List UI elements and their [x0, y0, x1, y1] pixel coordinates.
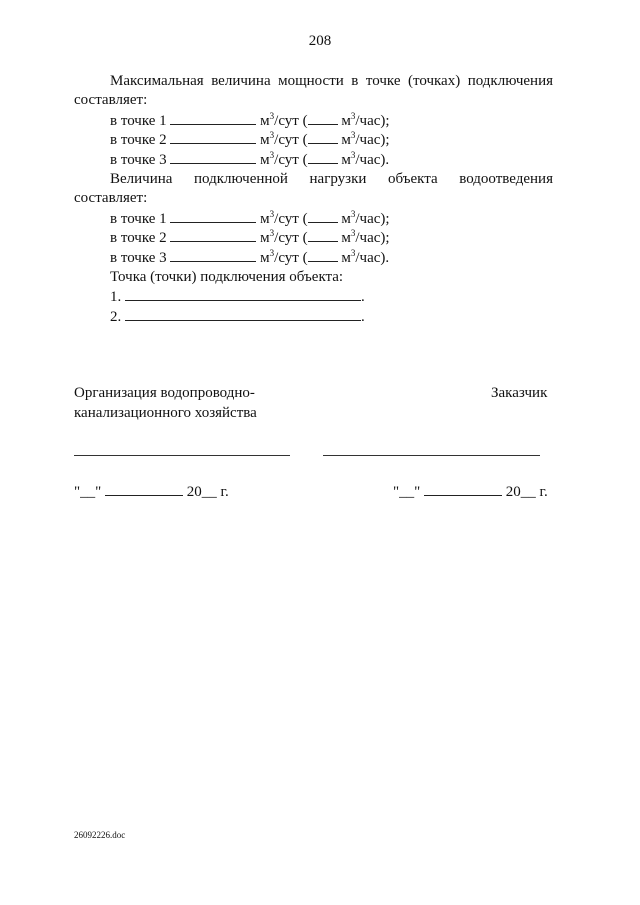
point-label: в точке 1: [110, 211, 167, 227]
value-blank: [170, 130, 256, 144]
unit-day: $м^3$/сут (: [260, 150, 308, 168]
date-day: "__": [393, 484, 421, 500]
load-word: подключенной: [194, 171, 288, 187]
power-point-1: [110, 111, 390, 130]
unit-day: $м^3$/сут (: [260, 248, 308, 266]
date-month-blank: [424, 482, 502, 496]
date-year: 20__ г.: [186, 484, 229, 500]
connection-item-1: [110, 287, 365, 306]
date-day: "__": [74, 484, 102, 500]
org-label-line2: канализационного хозяйства: [74, 405, 257, 421]
unit-day: $м^3$/сут (: [260, 130, 308, 148]
point-label: в точке 2: [110, 230, 167, 246]
point-label: в точке 1: [110, 113, 167, 129]
value-blank: [170, 111, 256, 125]
load-word: нагрузки: [309, 171, 367, 187]
load-point-2: [110, 228, 390, 247]
load-intro-line2: составляет:: [74, 190, 148, 206]
connection-title: Точка (точки) подключения объекта:: [110, 269, 344, 285]
power-point-3: [110, 150, 389, 169]
load-intro-line1: [110, 170, 553, 188]
org-date-line: [74, 482, 229, 501]
connection-blank: [125, 287, 361, 301]
load-word: водоотведения: [459, 171, 553, 187]
date-year: 20__ г.: [505, 484, 548, 500]
unit-hour: $м^3/час$);: [341, 228, 390, 246]
item-end: .: [361, 289, 365, 305]
power-intro-text: Максимальная величина мощности в точке (точках) подключения: [110, 73, 553, 89]
hour-blank: [308, 130, 338, 144]
date-month-blank: [105, 482, 183, 496]
customer-date-line: [393, 482, 548, 501]
load-point-1: [110, 209, 390, 228]
load-point-3: [110, 248, 389, 267]
value-blank: [170, 248, 256, 262]
point-label: в точке 3: [110, 152, 167, 168]
connection-item-2: [110, 307, 365, 326]
customer-label: Заказчик: [491, 385, 548, 401]
hour-blank: [308, 228, 338, 242]
unit-hour: $м^3/час$);: [341, 130, 390, 148]
item-number: 2.: [110, 309, 122, 325]
value-blank: [170, 209, 256, 223]
power-intro-line2: составляет:: [74, 92, 148, 108]
hour-blank: [308, 248, 338, 262]
org-signature-line: [74, 455, 290, 456]
hour-blank: [308, 150, 338, 164]
load-word: Величина: [110, 171, 173, 187]
org-label-line1: Организация водопроводно-: [74, 385, 255, 401]
page-number: 208: [308, 33, 332, 49]
item-end: .: [361, 309, 365, 325]
customer-signature-line: [323, 455, 540, 456]
hour-blank: [308, 111, 338, 125]
unit-hour: $м^3/час$);: [341, 209, 390, 227]
footer-filename: 26092226.doc: [74, 830, 126, 840]
unit-hour: $м^3/час$).: [341, 248, 390, 266]
unit-day: $м^3$/сут (: [260, 209, 308, 227]
connection-blank: [125, 307, 361, 321]
point-label: в точке 3: [110, 250, 167, 266]
point-label: в точке 2: [110, 132, 167, 148]
unit-day: $м^3$/сут (: [260, 111, 308, 129]
load-word: объекта: [387, 171, 438, 187]
value-blank: [170, 228, 256, 242]
power-intro-line1: [110, 72, 553, 90]
power-point-2: [110, 130, 390, 149]
hour-blank: [308, 209, 338, 223]
unit-hour: $м^3/час$).: [341, 150, 390, 168]
unit-day: $м^3$/сут (: [260, 228, 308, 246]
value-blank: [170, 150, 256, 164]
unit-hour: $м^3/час$);: [341, 111, 390, 129]
item-number: 1.: [110, 289, 122, 305]
